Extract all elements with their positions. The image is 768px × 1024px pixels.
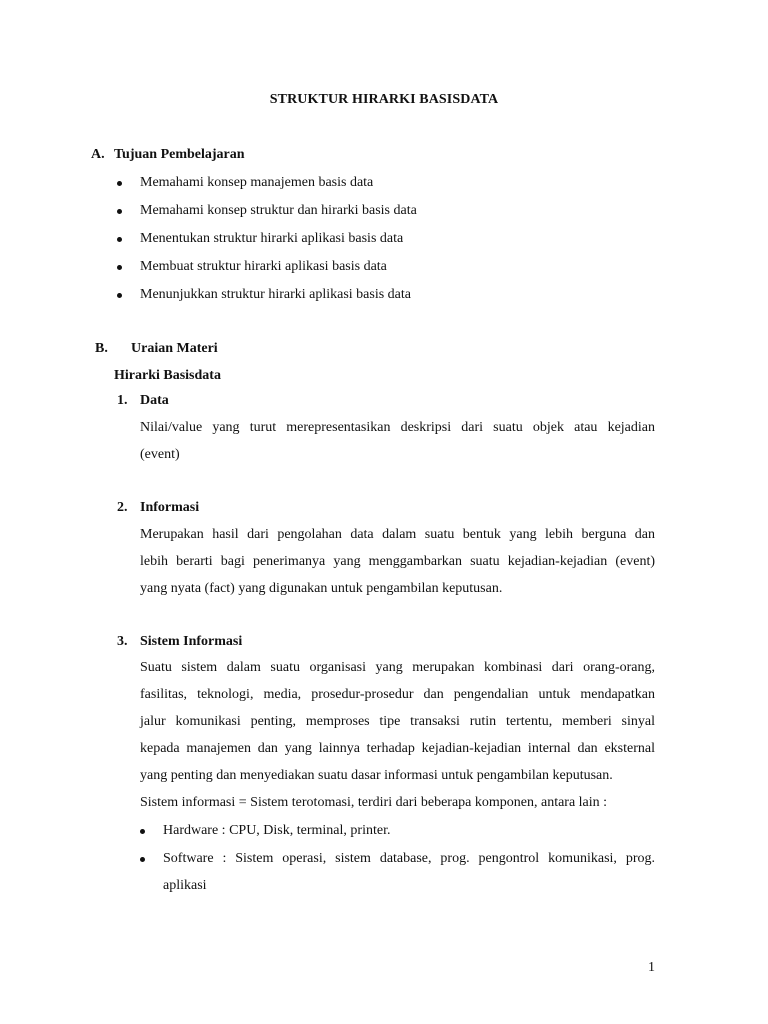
section-a-label: A.: [91, 147, 105, 162]
list-item: Memahami konsep manajemen basis data: [140, 175, 374, 190]
item-2-text-line: Merupakan hasil dari pengolahan data dalam suatu bentuk yang lebih berguna dan: [140, 527, 655, 542]
item-3-text-line: yang penting dan menyediakan suatu dasar informasi untuk pengambilan keputusan.: [140, 768, 613, 783]
item-2-text-line: yang nyata (fact) yang digunakan untuk pengambilan keputusan.: [140, 581, 503, 596]
bullet-icon: [117, 293, 122, 298]
item-1-number: 1.: [117, 393, 128, 408]
section-b-label: B.: [95, 341, 108, 356]
item-2-text-line: lebih berarti bagi penerimanya yang menggambarkan suatu kejadian-kejadian (event): [140, 554, 655, 569]
bullet-icon: [117, 181, 122, 186]
page-number: 1: [648, 960, 655, 975]
list-item: Menunjukkan struktur hirarki aplikasi basis data: [140, 287, 411, 302]
bullet-icon: [117, 265, 122, 270]
bullet-icon: [117, 237, 122, 242]
section-b-heading: Uraian Materi: [131, 341, 218, 356]
item-3-number: 3.: [117, 634, 128, 649]
bullet-icon: [140, 857, 145, 862]
bullet-icon: [117, 209, 122, 214]
item-3-text-line: jalur komunikasi penting, memproses tipe transaksi rutin tertentu, memberi sinyal: [140, 714, 655, 729]
item-3-text-line: fasilitas, teknologi, media, prosedur-prosedur dan pengendalian untuk mendapatkan: [140, 687, 655, 702]
list-item: Membuat struktur hirarki aplikasi basis data: [140, 259, 387, 274]
bullet-icon: [140, 829, 145, 834]
list-item: Menentukan struktur hirarki aplikasi basis data: [140, 231, 404, 246]
item-2-number: 2.: [117, 500, 128, 515]
item-1-text-line: Nilai/value yang turut merepresentasikan deskripsi dari suatu objek atau kejadian: [140, 420, 655, 435]
item-2-title: Informasi: [140, 500, 200, 515]
list-item: Hardware : CPU, Disk, terminal, printer.: [163, 823, 391, 838]
item-1-title: Data: [140, 393, 169, 408]
item-3-text-line: Sistem informasi = Sistem terotomasi, terdiri dari beberapa komponen, antara lain :: [140, 795, 608, 810]
list-item: Memahami konsep struktur dan hirarki basis data: [140, 203, 417, 218]
list-item: Software : Sistem operasi, sistem database, prog. pengontrol komunikasi, prog.: [163, 851, 655, 866]
item-1-text-line: (event): [140, 447, 180, 462]
section-a-heading: Tujuan Pembelajaran: [114, 147, 245, 162]
item-3-text-line: kepada manajemen dan yang lainnya terhadap kejadian-kejadian internal dan eksternal: [140, 741, 655, 756]
item-3-title: Sistem Informasi: [140, 634, 243, 649]
section-b-subheading: Hirarki Basisdata: [114, 368, 221, 383]
list-item-continuation: aplikasi: [163, 878, 207, 893]
page-title: STRUKTUR HIRARKI BASISDATA: [269, 92, 499, 107]
item-3-text-line: Suatu sistem dalam suatu organisasi yang merupakan kombinasi dari orang-orang,: [140, 660, 655, 675]
